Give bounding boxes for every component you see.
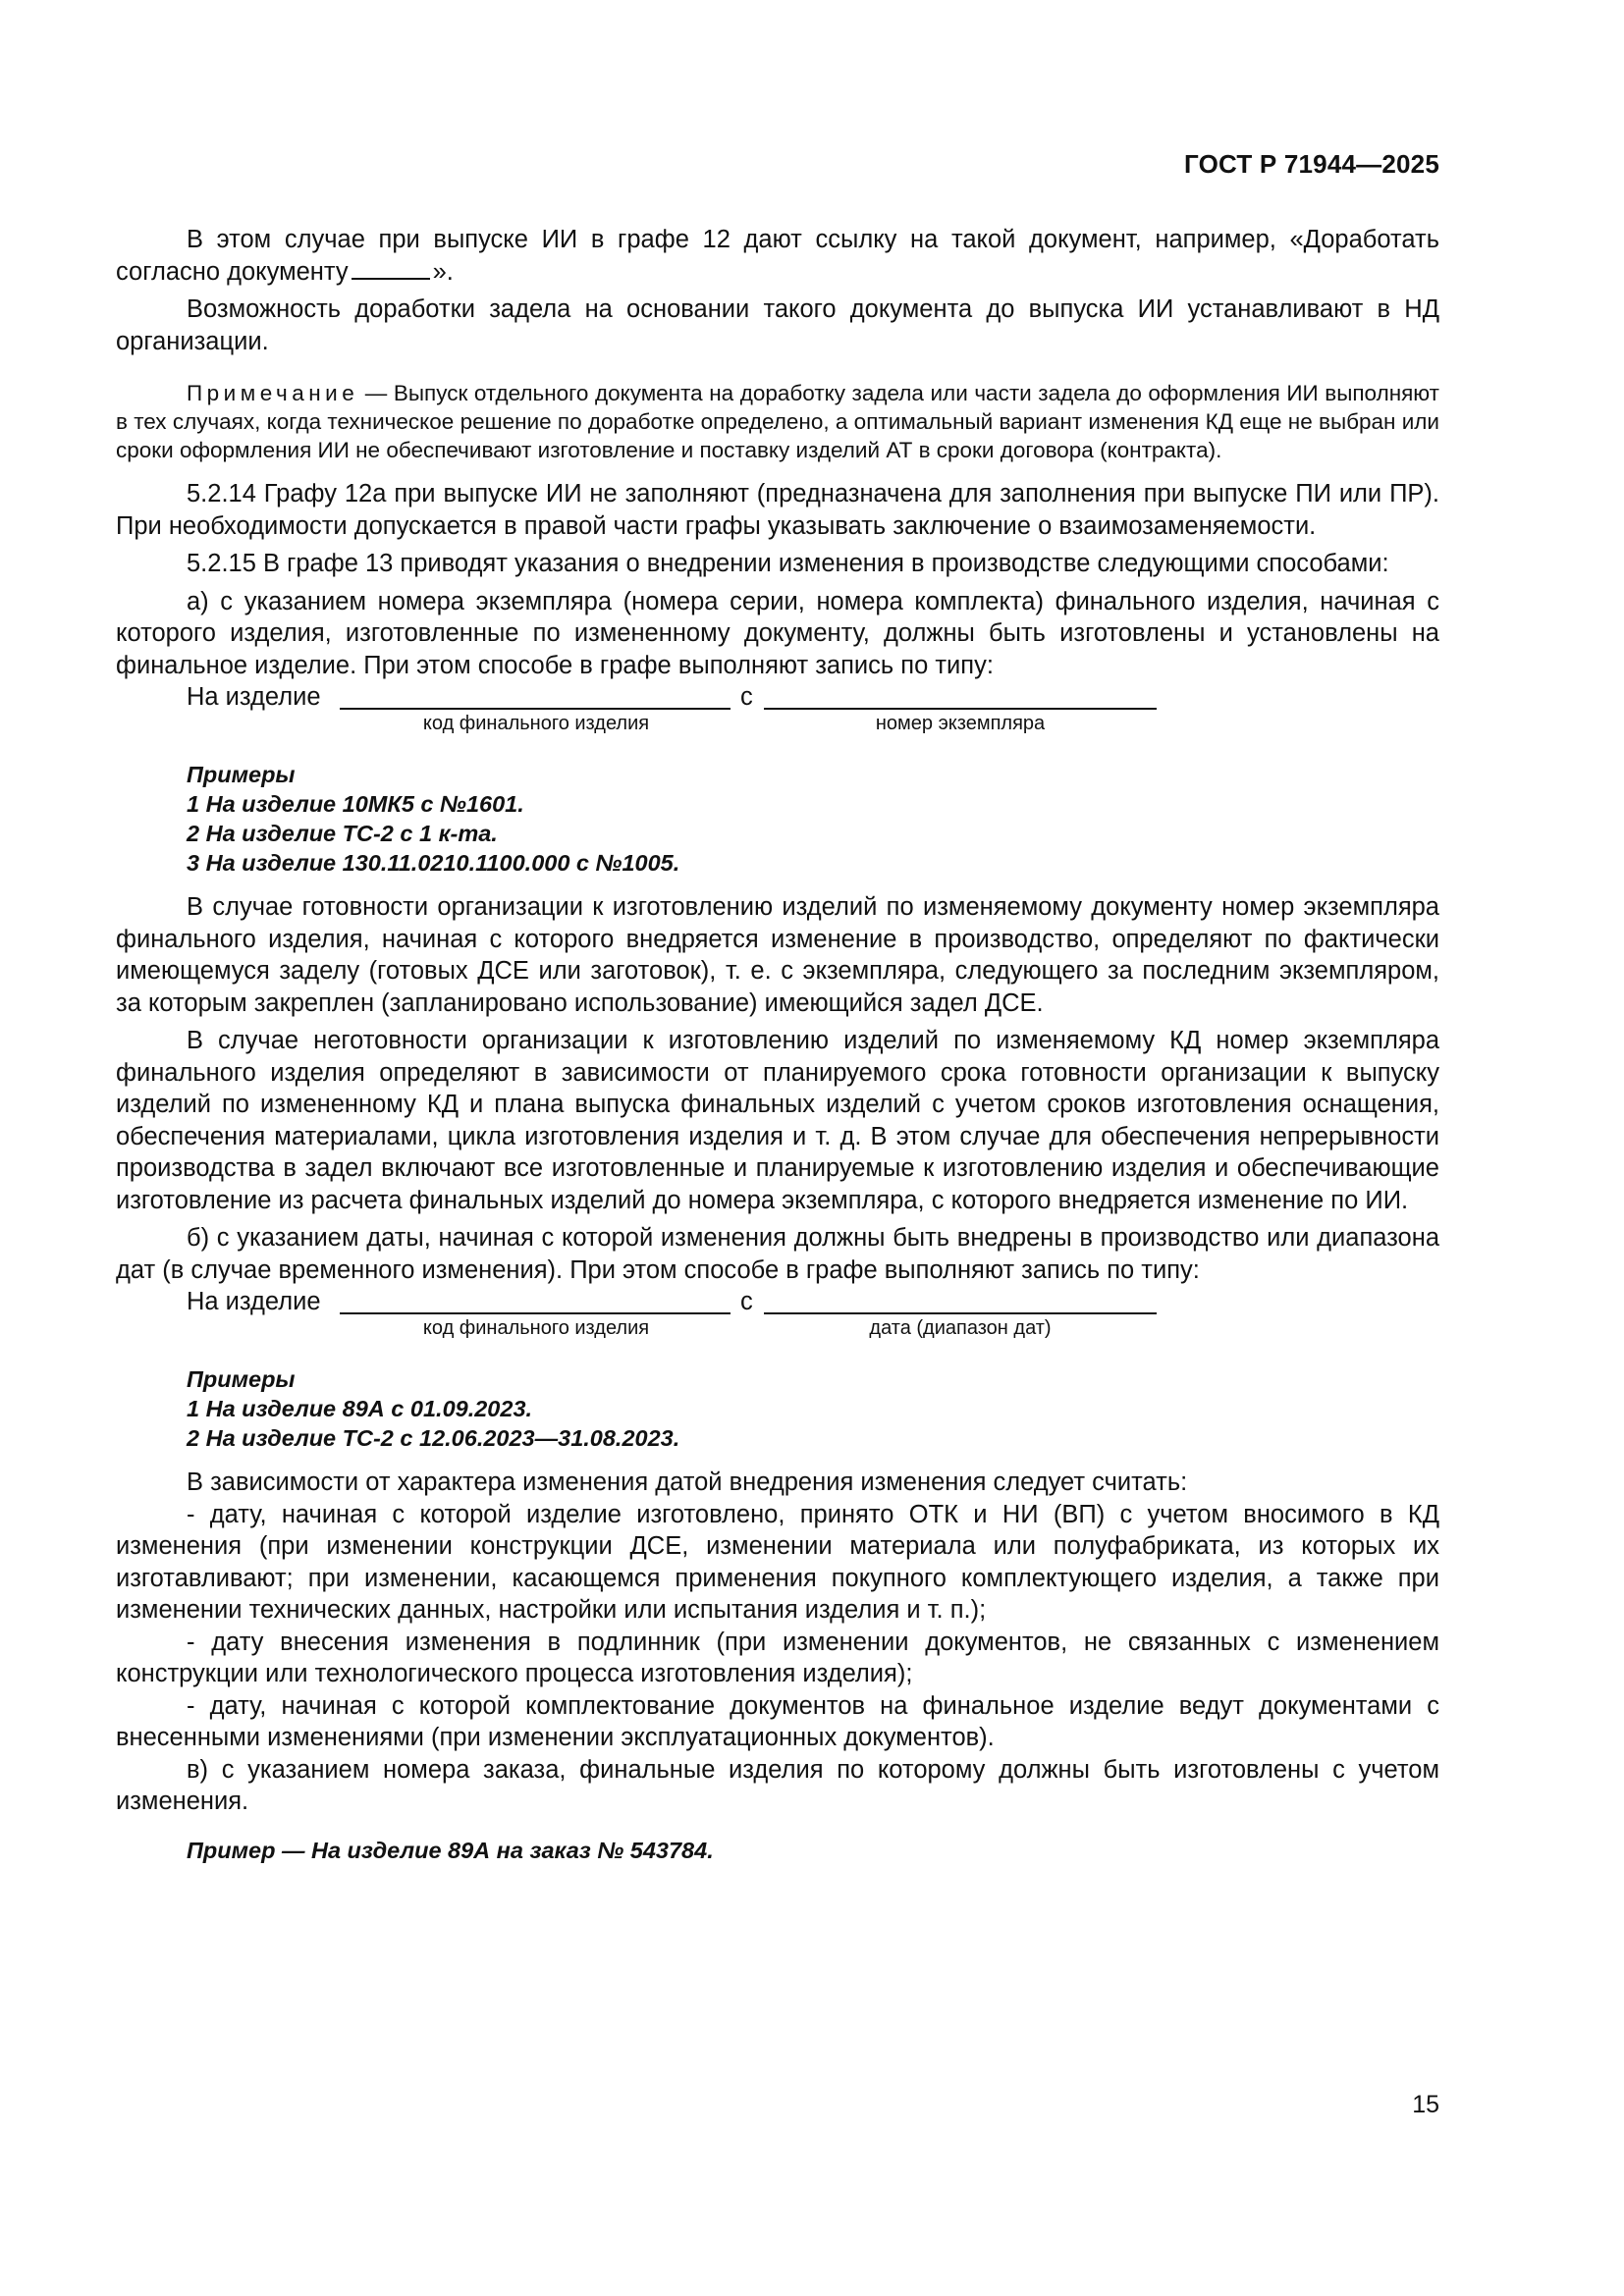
- document-body: [116, 224, 1439, 1865]
- paragraph: В случае готовности организации к изготовлению изделий по изменяемому документу номер экземпляра финального изделия, начиная с которого внедряется изменение в производство, определяют по фактически имеющемуся заделу (готовых ДСЕ или заготовок), т. е. с экземпляра, следующего за последним экземпляром, за которым закреплен (запланировано использование) имеющийся задел ДСЕ.: [116, 893, 1439, 1017]
- example-item: 2 На изделие ТС-2 с 12.06.2023—31.08.2023.: [187, 1425, 680, 1451]
- document-code: ГОСТ Р 71944—2025: [1184, 149, 1439, 179]
- examples-block: [116, 760, 1439, 878]
- paragraph: Возможность доработки задела на основании такого документа до выпуска ИИ устанавливают в НД организации.: [116, 295, 1439, 355]
- example-item: 3 На изделие 130.11.0210.1100.000 с №1005.: [187, 850, 680, 876]
- page-number: 15: [1412, 2091, 1439, 2118]
- paragraph: в) с указанием номера заказа, финальные изделия по которому должны быть изготовлены с учетом изменения.: [116, 1755, 1439, 1815]
- form-lead: На изделие: [187, 1288, 321, 1315]
- paragraph: а) с указанием номера экземпляра (номера серии, номера комплекта) финального изделия, начиная с которого изделия, изготовленные по измененному документу, должны быть изготовлены и установлены на финальное изделие. При этом способе в графе выполняют запись по типу:: [116, 587, 1439, 679]
- examples-title: Примеры: [187, 762, 296, 787]
- paragraph-text: В этом случае при выпуске ИИ в графе 12 дают ссылку на такой документ, например, «Доработать согласно документу: [116, 226, 1439, 286]
- blank-line: [352, 256, 430, 280]
- examples-block: [116, 1364, 1439, 1453]
- paragraph: В зависимости от характера изменения датой внедрения изменения следует считать:: [187, 1468, 1188, 1496]
- paragraph-text: ».: [432, 257, 454, 286]
- form-lead: На изделие: [187, 683, 321, 711]
- example-item: 2 На изделие ТС-2 с 1 к-та.: [187, 821, 498, 846]
- note-text: — Выпуск отдельного документа на доработку задела или части задела до оформления ИИ выполняют в тех случаях, когда техническое решение по доработке определено, а оптимальный вариант изменения КД еще не выбран или сроки оформления ИИ не обеспечивают изготовление и поставку изделий АТ в сроки договора (контракта).: [116, 381, 1439, 462]
- example-single: Пример — На изделие 89А на заказ № 543784.: [187, 1837, 714, 1863]
- form-line: [340, 1312, 731, 1314]
- form-sep: с: [740, 1288, 753, 1315]
- note: [116, 379, 1439, 464]
- record-form-1: [116, 681, 1439, 742]
- examples-title: Примеры: [187, 1366, 296, 1392]
- paragraph: - дату, начиная с которой изделие изготовлено, принято ОТК и НИ (ВП) с учетом вносимого в КД изменения (при изменении конструкции ДСЕ, изменении материала или полуфабриката, из которых их изготавливают; при изменении, касающемся применения покупного комплектующего изделия, а также при изменении технических данных, настройки или испытания изделия и т. п.);: [116, 1500, 1439, 1624]
- example-item: 1 На изделие 10МК5 с №1601.: [187, 791, 524, 817]
- paragraph: б) с указанием даты, начиная с которой изменения должны быть внедрены в производство или диапазона дат (в случае временного изменения). При этом способе в графе выполняют запись по типу:: [116, 1224, 1439, 1284]
- paragraph: - дату внесения изменения в подлинник (при изменении документов, не связанных с изменением конструкции или технологического процесса изготовления изделия);: [116, 1628, 1439, 1687]
- paragraph: 5.2.14 Графу 12а при выпуске ИИ не заполняют (предназначена для заполнения при выпуске ПИ или ПР). При необходимости допускается в правой части графы указывать заключение о взаимозаменяемости.: [116, 480, 1439, 540]
- form-sep: с: [740, 683, 753, 711]
- note-label: Примечание: [187, 381, 359, 405]
- record-form-2: [116, 1286, 1439, 1347]
- example-item: 1 На изделие 89А с 01.09.2023.: [187, 1396, 533, 1421]
- paragraph: [116, 224, 1439, 288]
- form-caption: номер экземпляра: [875, 713, 1046, 734]
- paragraph: В случае неготовности организации к изготовлению изделий по изменяемому КД номер экземпляра финального изделия определяют в зависимости от планируемого срока готовности организации к выпуску изделий по измененному КД и плана выпуска финальных изделий с учетом сроков изготовления оснащения, обеспечения материалами, цикла изготовления изделия и т. д. В этом случае для обеспечения непрерывности производства в задел включают все изготовленные и планируемые к изготовлению изделия и обеспечивающие изготовление из расчета финальных изделий до номера экземпляра, с которого внедряется изменение по ИИ.: [116, 1027, 1439, 1214]
- form-caption: дата (диапазон дат): [869, 1317, 1052, 1339]
- paragraph: - дату, начиная с которой комплектование документов на финальное изделие ведут документами с внесенными изменениями (при изменении эксплуатационных документов).: [116, 1691, 1439, 1751]
- paragraph: 5.2.15 В графе 13 приводят указания о внедрении изменения в производстве следующими способами:: [187, 550, 1389, 577]
- form-line: [340, 708, 731, 710]
- form-caption: код финального изделия: [422, 713, 650, 734]
- form-line: [764, 1312, 1157, 1314]
- form-caption: код финального изделия: [422, 1317, 650, 1339]
- form-line: [764, 708, 1157, 710]
